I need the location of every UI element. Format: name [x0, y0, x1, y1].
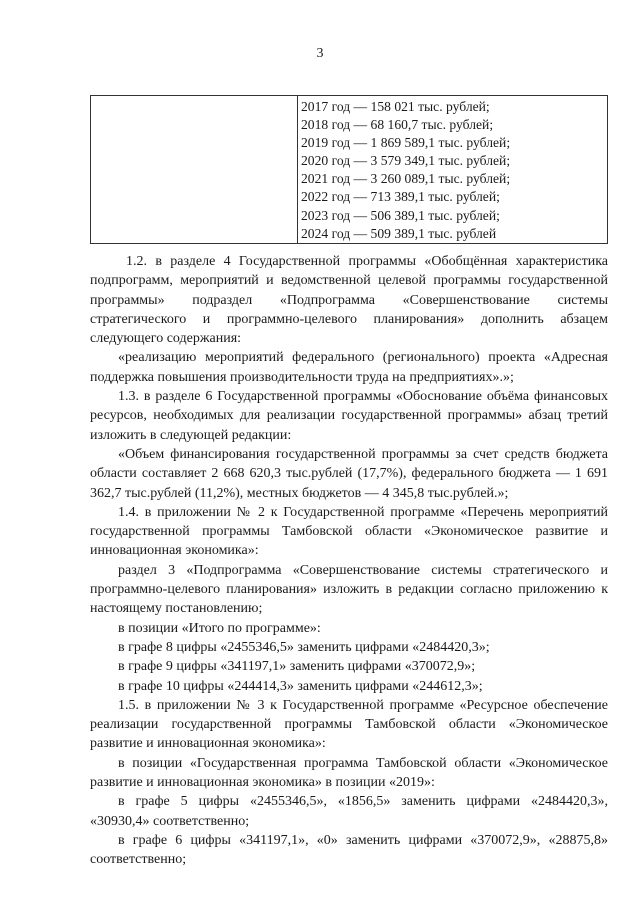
paragraph-1-3: 1.3. в разделе 6 Государственной программы «Обоснование объёма финансовых ресурсов, необходимых для реализации государственной программы» абзац третий изложить в следующей редакции: [90, 389, 608, 443]
funding-year-2017: 2017 год — 158 021 тыс. рублей; [301, 99, 490, 114]
paragraph-1-4: 1.4. в приложении № 2 к Государственной программе «Перечень мероприятий государственной программы Тамбовской области «Экономическое развитие и инновационная экономика»: [90, 504, 608, 559]
funding-table-years-cell [298, 96, 608, 244]
funding-year-2024: 2024 год — 509 389,1 тыс. рублей [301, 225, 497, 241]
paragraph-section-3: раздел 3 «Подпрограмма «Совершенствование системы стратегического и программно-целевого планирования» изложить в редакции согласно приложению к настоящему постановлению; [90, 562, 608, 617]
funding-year-2023: 2023 год — 506 389,1 тыс. рублей; [301, 207, 500, 223]
document-body [90, 252, 608, 870]
paragraph-column-5: в графе 5 цифры «2455346,5», «1856,5» заменить цифрами «2484420,3», «30930,4» соответственно; [90, 794, 608, 829]
funding-year-2020: 2020 год — 3 579 349,1 тыс. рублей; [301, 153, 511, 169]
paragraph-program-total: в позиции «Итого по программе»: [118, 620, 321, 636]
paragraph-quote-project: «реализацию мероприятий федерального (регионального) проекта «Адресная поддержка повышения производительности труда на предприятиях».»; [90, 350, 608, 385]
funding-year-2022: 2022 год — 713 389,1 тыс. рублей; [301, 189, 500, 205]
page-number: 3 [316, 46, 324, 61]
paragraph-column-8: в графе 8 цифры «2455346,5» заменить цифрами «2484420,3»; [118, 639, 490, 655]
paragraph-1-5: 1.5. в приложении № 3 к Государственной программе «Ресурсное обеспечение реализации государственной программы Тамбовской области «Экономическое развитие и инновационная экономика»: [90, 697, 608, 752]
funding-year-2018: 2018 год — 68 160,7 тыс. рублей; [301, 117, 494, 133]
paragraph-1-2: 1.2. в разделе 4 Государственной программы «Обобщённая характеристика подпрограмм, мероприятий и ведомственной целевой программы государственной программы» подраздел «Подпрограмма «Совершенствование системы стратегического и программно-целевого планирования» дополнить абзацем следующего содержания: [90, 254, 608, 347]
paragraph-position-2019: в позиции «Государственная программа Тамбовской области «Экономическое развитие и инновационная экономика» в позиции «2019»: [90, 755, 608, 791]
funding-table [90, 95, 608, 244]
funding-year-2021: 2021 год — 3 260 089,1 тыс. рублей; [301, 171, 511, 187]
paragraph-column-9: в графе 9 цифры «341197,1» заменить цифрами «370072,9»; [118, 659, 476, 675]
paragraph-quote-funding: «Объем финансирования государственной программы за счет средств бюджета области составляет 2 668 620,3 тыс.рублей (17,7%), федерального бюджета — 1 691 362,7 тыс.рублей (11,2%), местных бюджетов — 4 345,8 тыс.рублей.»; [90, 446, 608, 501]
paragraph-column-6: в графе 6 цифры «341197,1», «0» заменить цифрами «370072,9», «28875,8» соответственно; [90, 832, 608, 868]
funding-table-empty-cell [91, 96, 298, 244]
paragraph-column-10: в графе 10 цифры «244414,3» заменить цифрами «244612,3»; [118, 678, 483, 694]
funding-year-2019: 2019 год — 1 869 589,1 тыс. рублей; [301, 135, 511, 151]
